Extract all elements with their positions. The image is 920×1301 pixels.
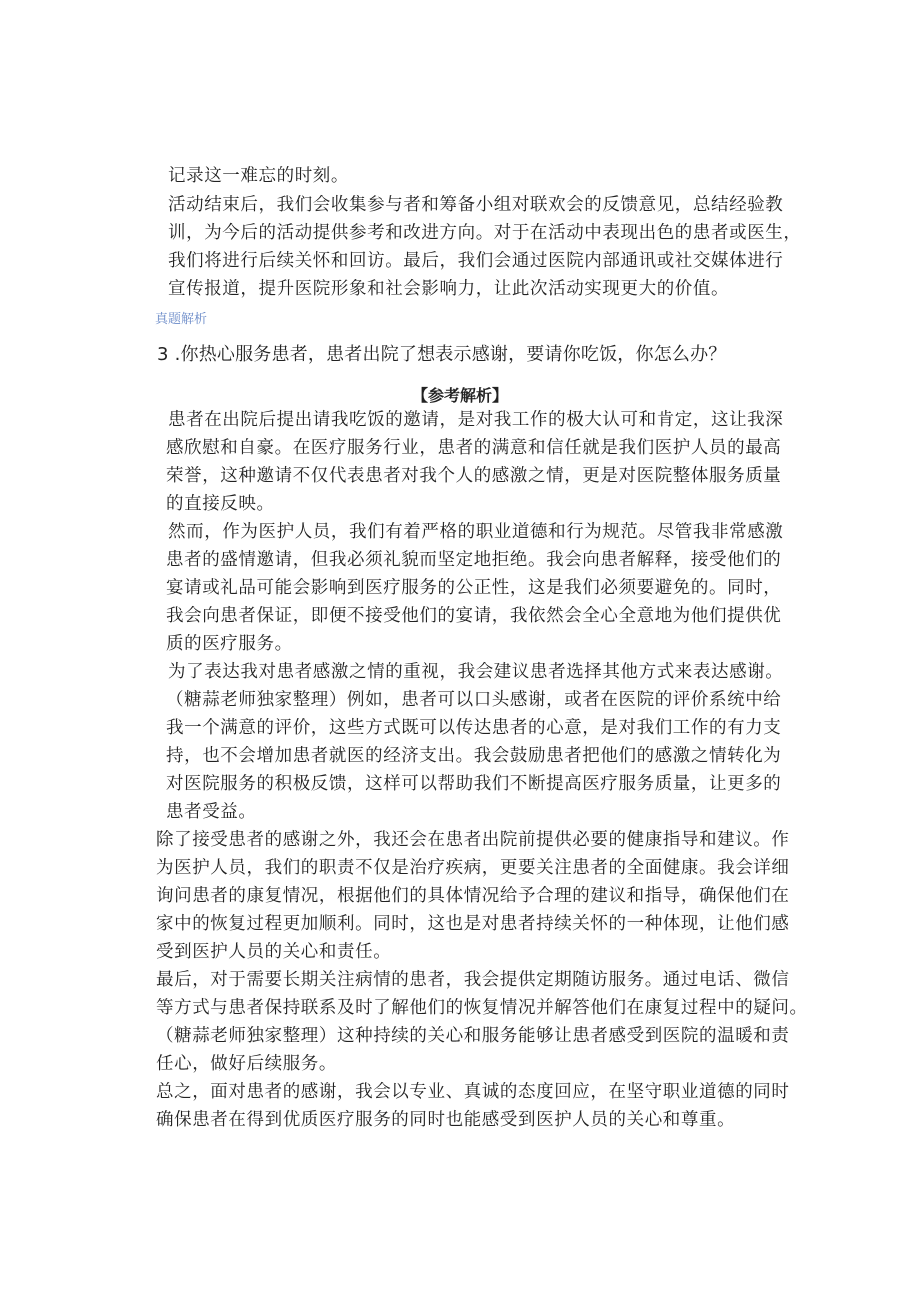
question-title: 3 .你热心服务患者，患者出院了想表示感谢，要请你吃饭，你怎么办？ — [157, 344, 727, 365]
answer-line: 等方式与患者保持联系及时了解他们的恢复情况并解答他们在康复过程中的疑问。 — [156, 998, 808, 1018]
answer-line: 为医护人员，我们的职责不仅是治疗疾病，更要关注患者的全面健康。我会详细 — [156, 858, 790, 878]
answer-line: 我一个满意的评价，这些方式既可以传达患者的心意，是对我们工作的有力支 — [166, 718, 782, 738]
answer-line: 患者受益。 — [166, 802, 257, 822]
answer-line: 患者在出院后提出请我吃饭的邀请，是对我工作的极大认可和肯定，这让我深 — [168, 410, 784, 430]
answer-line: （糖蒜老师独家整理）例如，患者可以口头感谢，或者在医院的评价系统中给 — [166, 690, 782, 710]
answer-line: 患者的盛情邀请，但我必须礼貌而坚定地拒绝。我会向患者解释，接受他们的 — [166, 550, 782, 570]
answer-line: 对医院服务的积极反馈，这样可以帮助我们不断提高医疗服务质量，让更多的 — [166, 774, 782, 794]
answer-line: 感欣慰和自豪。在医疗服务行业，患者的满意和信任就是我们医护人员的最高 — [166, 438, 782, 458]
answer-heading: 【参考解析】 — [411, 386, 508, 405]
answer-line: 的直接反映。 — [166, 494, 275, 514]
answer-line: 宴请或礼品可能会影响到医疗服务的公正性，这是我们必须要避免的。同时， — [166, 578, 782, 598]
answer-line: 受到医护人员的关心和责任。 — [156, 942, 392, 962]
intro-line: 我们将进行后续关怀和回访。最后，我们会通过医院内部通讯或社交媒体进行 — [168, 251, 784, 271]
intro-line: 活动结束后，我们会收集参与者和筹备小组对联欢会的反馈意见，总结经验教 — [168, 195, 784, 215]
answer-line: 然而，作为医护人员，我们有着严格的职业道德和行为规范。尽管我非常感激 — [168, 522, 784, 542]
section-link[interactable]: 真题解析 — [155, 312, 208, 327]
answer-line: 任心，做好后续服务。 — [156, 1054, 337, 1074]
answer-line: 询问患者的康复情况，根据他们的具体情况给予合理的建议和指导，确保他们在 — [156, 886, 790, 906]
answer-line: （糖蒜老师独家整理）这种持续的关心和服务能够让患者感受到医院的温暖和责 — [156, 1026, 790, 1046]
answer-line: 质的医疗服务。 — [166, 634, 293, 654]
intro-line: 训，为今后的活动提供参考和改进方向。对于在活动中表现出色的患者或医生， — [168, 223, 802, 243]
intro-line: 宣传报道，提升医院形象和社会影响力，让此次活动实现更大的价值。 — [168, 279, 730, 299]
answer-line: 确保患者在得到优质医疗服务的同时也能感受到医护人员的关心和尊重。 — [156, 1110, 736, 1130]
answer-line: 总之，面对患者的感谢，我会以专业、真诚的态度回应，在坚守职业道德的同时 — [156, 1082, 790, 1102]
answer-line: 家中的恢复过程更加顺利。同时，这也是对患者持续关怀的一种体现，让他们感 — [156, 914, 790, 934]
answer-line: 持，也不会增加患者就医的经济支出。我会鼓励患者把他们的感激之情转化为 — [166, 746, 782, 766]
answer-line: 为了表达我对患者感激之情的重视，我会建议患者选择其他方式来表达感谢。 — [168, 662, 784, 682]
answer-line: 荣誉，这种邀请不仅代表患者对我个人的感激之情，更是对医院整体服务质量 — [166, 466, 782, 486]
intro-line: 记录这一难忘的时刻。 — [168, 166, 349, 186]
answer-line: 我会向患者保证，即便不接受他们的宴请，我依然会全心全意地为他们提供优 — [166, 606, 782, 626]
answer-line: 除了接受患者的感谢之外，我还会在患者出院前提供必要的健康指导和建议。作 — [156, 830, 790, 850]
answer-line: 最后，对于需要长期关注病情的患者，我会提供定期随访服务。通过电话、微信 — [156, 970, 790, 990]
